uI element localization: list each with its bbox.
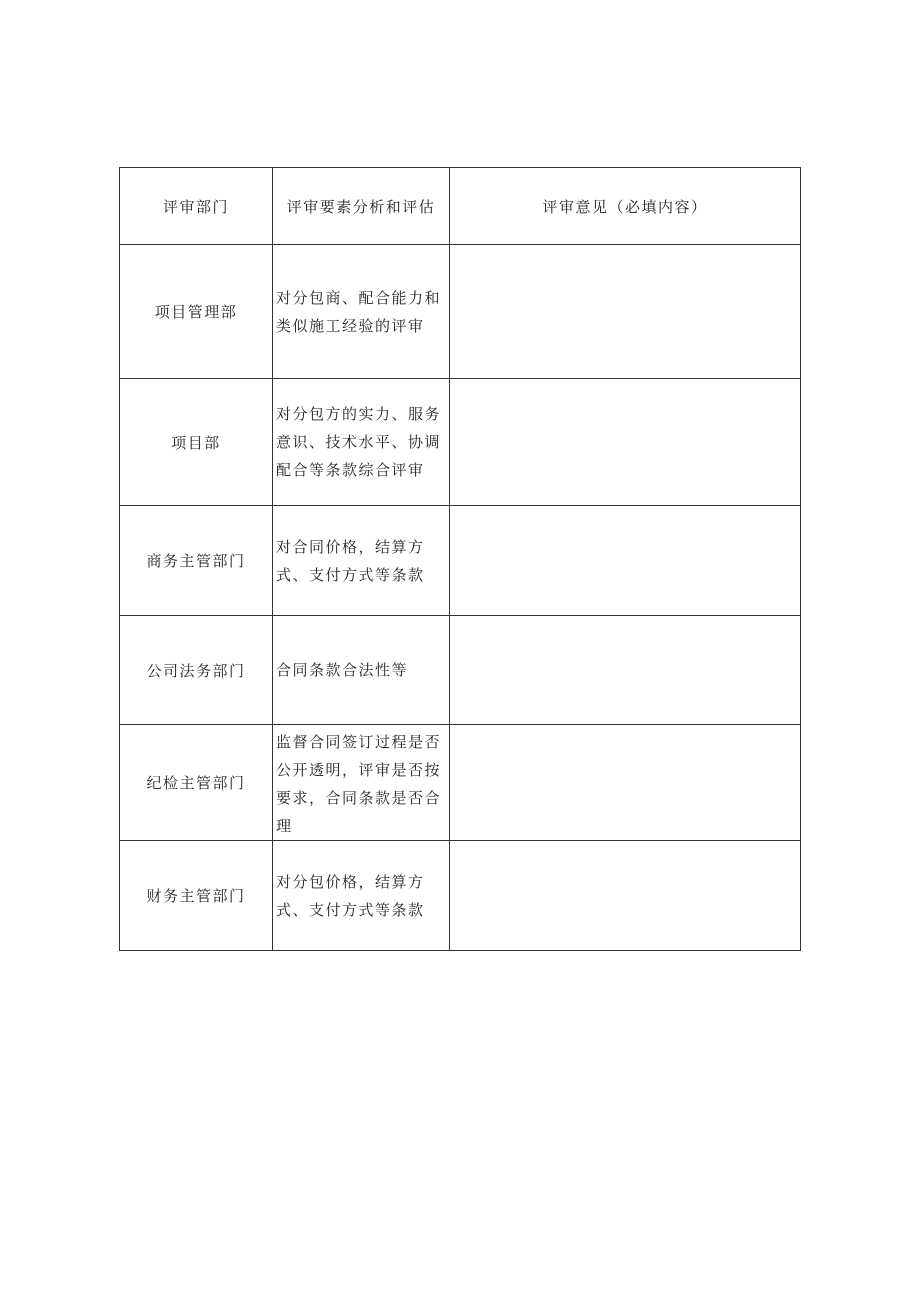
table-row [120,506,801,616]
row-department: 纪检主管部门 [120,725,273,841]
table-row [120,379,801,506]
row-opinion-field[interactable] [450,725,801,841]
header-opinion: 评审意见（必填内容） [450,168,801,245]
row-opinion-field[interactable] [450,616,801,725]
row-department: 商务主管部门 [120,506,273,616]
row-elements: 对合同价格，结算方式、支付方式等条款 [273,506,450,616]
row-opinion-field[interactable] [450,379,801,506]
row-elements: 对分包方的实力、服务意识、技术水平、协调配合等条款综合评审 [273,379,450,506]
table-header-row [120,168,801,245]
row-opinion-field[interactable] [450,506,801,616]
review-table [119,167,801,951]
row-opinion-field[interactable] [450,245,801,379]
header-elements: 评审要素分析和评估 [273,168,450,245]
row-department: 项目管理部 [120,245,273,379]
table-row [120,841,801,951]
row-elements: 监督合同签订过程是否公开透明，评审是否按要求，合同条款是否合理 [273,725,450,841]
row-opinion-field[interactable] [450,841,801,951]
table-row [120,245,801,379]
row-elements: 对分包商、配合能力和类似施工经验的评审 [273,245,450,379]
row-elements: 对分包价格，结算方式、支付方式等条款 [273,841,450,951]
row-department: 财务主管部门 [120,841,273,951]
row-department: 项目部 [120,379,273,506]
row-department: 公司法务部门 [120,616,273,725]
table-row [120,616,801,725]
header-department: 评审部门 [120,168,273,245]
table-row [120,725,801,841]
row-elements: 合同条款合法性等 [273,616,450,725]
